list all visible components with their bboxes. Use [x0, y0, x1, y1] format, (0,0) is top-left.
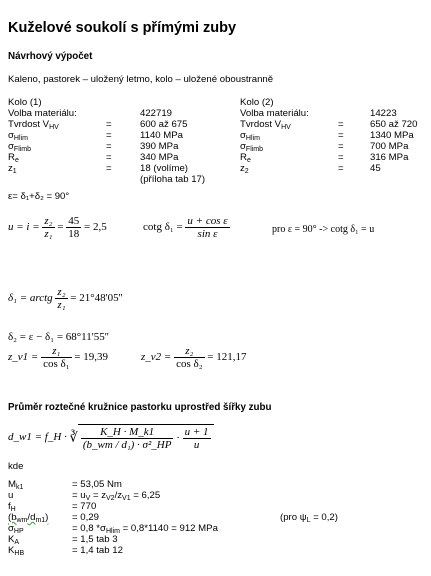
col2-row: [240, 108, 430, 119]
row-label-sub: e: [246, 157, 251, 164]
formula-result: = 2,5: [83, 221, 107, 234]
where-label: kde: [8, 461, 24, 472]
row-label: z: [8, 163, 13, 174]
zv1-formula: [8, 345, 108, 370]
orthogonal-note: pro ε = 90° -> cotg δ₁ = u: [272, 224, 375, 235]
value-part: = z: [90, 490, 107, 501]
formula-lhs: δ₁ = arctg: [8, 292, 53, 305]
param-label-sub: k1: [16, 484, 24, 491]
equals-sign: =: [57, 221, 64, 234]
col1-note-row: [8, 174, 206, 185]
fraction: [66, 215, 81, 240]
fraction-num: z₁: [41, 345, 71, 358]
col1-row: [8, 163, 198, 174]
param-row: [8, 523, 428, 534]
param-label-sub: A: [14, 539, 20, 546]
row-label-sub: 2: [244, 168, 249, 175]
value-part: = 0,8*1140 = 912 MPa: [119, 523, 218, 534]
intro-text: Kaleno, pastorek – uložený letmo, kolo – uložené oboustranně: [8, 74, 274, 85]
row-value: 1340 MPa: [370, 130, 414, 141]
formula-result: = 19,39: [74, 351, 108, 364]
row-label: z: [240, 163, 245, 174]
fraction: [183, 426, 211, 451]
col1-row: [8, 119, 198, 130]
equals-sign: =: [338, 130, 344, 141]
label-part: ): [45, 512, 49, 523]
equals-sign: =: [106, 119, 112, 130]
note-part: (pro ψ: [280, 512, 307, 523]
value-sub: V2: [106, 495, 115, 502]
col2-row: [240, 163, 430, 174]
row-value: 14223: [370, 108, 397, 119]
param-row: [8, 479, 428, 490]
fraction-num: z₂: [57, 286, 66, 298]
zv2-formula: [141, 345, 247, 370]
fraction-den: (b_wm / d₁) · σ²_HP: [82, 439, 172, 451]
equals-sign: =: [106, 141, 112, 152]
value-sub: V: [85, 495, 91, 502]
value-part: /z: [114, 490, 123, 501]
row-value: 600 až 675: [140, 119, 188, 130]
value-part: = 0,8 *σ: [72, 523, 106, 534]
value-part: = u: [72, 490, 86, 501]
fraction-num: z₂: [174, 345, 204, 358]
delta1-formula: [8, 286, 123, 311]
formula-result: = 121,17: [207, 351, 247, 364]
fraction-den: u: [193, 439, 200, 451]
delta2-formula: δ₂ = ε − δ₁ = 68°11'55'': [8, 331, 109, 343]
row-label-sub: HV: [281, 124, 291, 131]
fraction-num: K_H · M_k1: [81, 426, 174, 439]
param-label: M: [8, 479, 16, 490]
row-label: Tvrdost V: [240, 119, 282, 130]
row-value: 340 MPa: [140, 152, 179, 163]
row-label-sub: Hlim: [13, 135, 28, 142]
row-label: Tvrdost V: [8, 119, 50, 130]
row-label: R: [240, 152, 247, 163]
formula-lhs: u = i =: [8, 221, 40, 234]
label-sub: m1: [35, 517, 46, 524]
col1-table: [8, 108, 206, 185]
section-heading-design: Návrhový výpočet: [8, 51, 93, 62]
fraction-num: u + 1: [184, 426, 209, 438]
param-label: K: [8, 545, 15, 556]
col2-row: [240, 130, 430, 141]
cube-root-icon: ∛: [69, 429, 78, 445]
param-label-sub: HB: [14, 550, 25, 557]
row-value: 700 MPa: [370, 141, 409, 152]
fraction: [41, 345, 71, 370]
row-label-sub: 1: [12, 168, 17, 175]
appendix-note: (příloha tab 17): [140, 174, 206, 185]
value-sub: Hlim: [105, 528, 120, 535]
fraction: [81, 426, 174, 451]
param-value: = 770: [72, 501, 97, 512]
param-row: [8, 534, 428, 545]
col1-row: [8, 152, 198, 163]
equals-sign: =: [338, 141, 344, 152]
fraction: [55, 286, 67, 311]
param-label: f: [8, 501, 11, 512]
row-label-sub: e: [14, 157, 19, 164]
param-row: [8, 545, 428, 556]
row-label: σ: [8, 141, 14, 152]
formula-result: = 21°48'05'': [70, 292, 123, 305]
row-value: 390 MPa: [140, 141, 179, 152]
col1-heading: Kolo (1): [8, 97, 42, 108]
angle-sum: ε= δ₁+δ₂ = 90°: [8, 191, 70, 202]
col2-heading: Kolo (2): [240, 97, 274, 108]
param-label-sub: H: [10, 506, 16, 513]
equals-sign: =: [338, 152, 344, 163]
formula-lhs: z_v2 =: [141, 351, 172, 364]
formula-lhs: d_w1 = f_H ·: [8, 431, 67, 444]
param-row: [8, 490, 428, 501]
param-label: K: [8, 534, 15, 545]
fraction-num: u + cos ε: [187, 215, 228, 227]
row-label-sub: Flimb: [13, 146, 32, 153]
fraction: [174, 345, 204, 370]
fraction-den: z₁: [57, 299, 66, 311]
param-value: = 53,05 Nm: [72, 479, 122, 490]
param-value: = 1,5 tab 3: [72, 534, 118, 545]
row-value: 422719: [140, 108, 173, 119]
col2-table: [240, 108, 430, 174]
row-value: 650 až 720: [370, 119, 418, 130]
col1-row: [8, 141, 198, 152]
note-sub: L: [306, 517, 311, 524]
col1-row: [8, 108, 198, 119]
row-value: 45: [370, 163, 381, 174]
section-heading-pitch-diameter: Průměr roztečné kružnice pastorku uprostřed šířky zubu: [8, 402, 272, 413]
col1-row: [8, 130, 198, 141]
param-label-sub: HP: [13, 528, 24, 535]
col2-row: [240, 141, 430, 152]
equals-sign: =: [338, 119, 344, 130]
row-label: R: [8, 152, 15, 163]
param-label: σ: [8, 523, 14, 534]
param-row: [8, 501, 428, 512]
label-part: /d: [27, 512, 36, 523]
fraction-den: cos δ₁: [43, 358, 70, 370]
fraction-den: cos δ₂: [176, 358, 203, 370]
fraction: [185, 215, 229, 240]
fraction-den: 18: [68, 228, 80, 240]
equals-sign: =: [106, 163, 112, 174]
param-row: [8, 512, 428, 523]
row-label: Volba materiálu:: [240, 108, 309, 119]
row-value: 1140 MPa: [140, 130, 184, 141]
equals-sign: =: [106, 130, 112, 141]
page-title: Kuželové soukolí s přímými zuby: [8, 20, 237, 36]
row-value: 18 (volíme): [140, 163, 188, 174]
param-list: [8, 479, 428, 556]
param-label: u: [8, 490, 14, 501]
col2-row: [240, 119, 430, 130]
label-part: (b: [8, 512, 17, 523]
row-label-sub: Flimb: [245, 146, 264, 153]
row-label-sub: HV: [49, 124, 59, 131]
value-sub: V1: [122, 495, 131, 502]
fraction-num: 45: [68, 215, 80, 227]
row-label: Volba materiálu:: [8, 108, 77, 119]
param-value: = 1,4 tab 12: [72, 545, 123, 556]
note-part: = 0,2): [310, 512, 338, 523]
formula-lhs: cotg δ₁ =: [143, 221, 183, 234]
row-label-sub: Hlim: [245, 135, 260, 142]
formula-lhs: z_v1 =: [8, 351, 39, 364]
gear-ratio-formula: [8, 215, 107, 240]
value-part: = 6,25: [130, 490, 161, 501]
param-value: = 0,29: [72, 512, 99, 523]
cotg-formula: [143, 215, 230, 240]
radicand: $\frac{K\_H \cdot M\_k1}{\text{(b\_wm / d₁) · σ²\_HP}}$ · $\frac{u + 1}{u}$: [78, 424, 214, 451]
equals-sign: =: [106, 152, 112, 163]
fraction-den: sin ε: [197, 228, 218, 240]
fraction-den: z₁: [44, 228, 53, 240]
fraction-num: z₂: [44, 215, 53, 227]
col2-row: [240, 152, 430, 163]
row-label: σ: [8, 130, 14, 141]
row-label: σ: [240, 141, 246, 152]
pitch-diameter-formula: [8, 424, 214, 451]
fraction: [42, 215, 54, 240]
row-value: 316 MPa: [370, 152, 409, 163]
row-label: σ: [240, 130, 246, 141]
equals-sign: =: [338, 163, 344, 174]
label-sub: wm: [16, 517, 28, 524]
